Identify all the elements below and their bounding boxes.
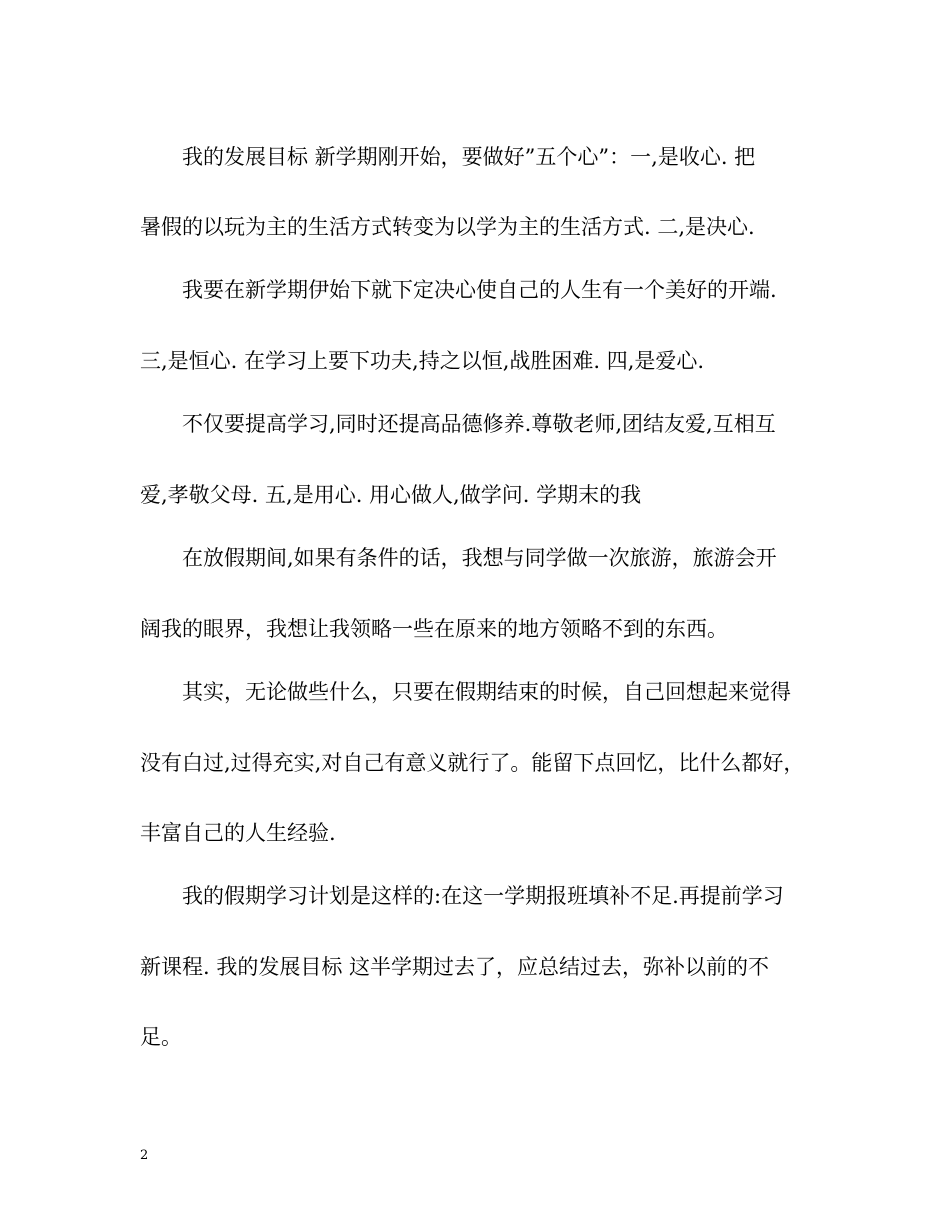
paragraph-2-line-2: 三,是恒心. 在学习上要下功夫,持之以恒,战胜困难. 四,是爱心.	[140, 349, 705, 373]
paragraph-5-line-1: 其实，无论做些什么，只要在假期结束的时候，自己回想起来觉得	[182, 680, 791, 704]
paragraph-1-line-1: 我的发展目标 新学期刚开始，要做好”五个心”：一,是收心. 把	[182, 145, 756, 169]
paragraph-3-line-1: 不仅要提高学习,同时还提高品德修养.尊敬老师,团结友爱,互相互	[182, 412, 776, 436]
paragraph-6-line-3: 足。	[140, 1025, 182, 1049]
paragraph-3-line-2: 爱,孝敬父母. 五,是用心. 用心做人,做学问. 学期末的我	[140, 483, 642, 507]
paragraph-6-line-1: 我的假期学习计划是这样的:在这一学期报班填补不足.再提前学习	[182, 884, 784, 908]
paragraph-5-line-2: 没有白过,过得充实,对自己有意义就行了。能留下点回忆，比什么都好，	[140, 751, 805, 775]
paragraph-1-line-2: 暑假的以玩为主的生活方式转变为以学为主的生活方式. 二,是决心.	[140, 215, 755, 239]
paragraph-4-line-2: 阔我的眼界，我想让我领略一些在原来的地方领略不到的东西。	[140, 617, 728, 641]
paragraph-2-line-1: 我要在新学期伊始下就下定决心使自己的人生有一个美好的开端.	[182, 278, 777, 302]
paragraph-5-line-3: 丰富自己的人生经验.	[140, 821, 336, 845]
page-number: 2	[140, 1148, 149, 1163]
paragraph-4-line-1: 在放假期间,如果有条件的话，我想与同学做一次旅游，旅游会开	[182, 546, 777, 570]
paragraph-6-line-2: 新课程. 我的发展目标 这半学期过去了，应总结过去，弥补以前的不	[140, 955, 770, 979]
